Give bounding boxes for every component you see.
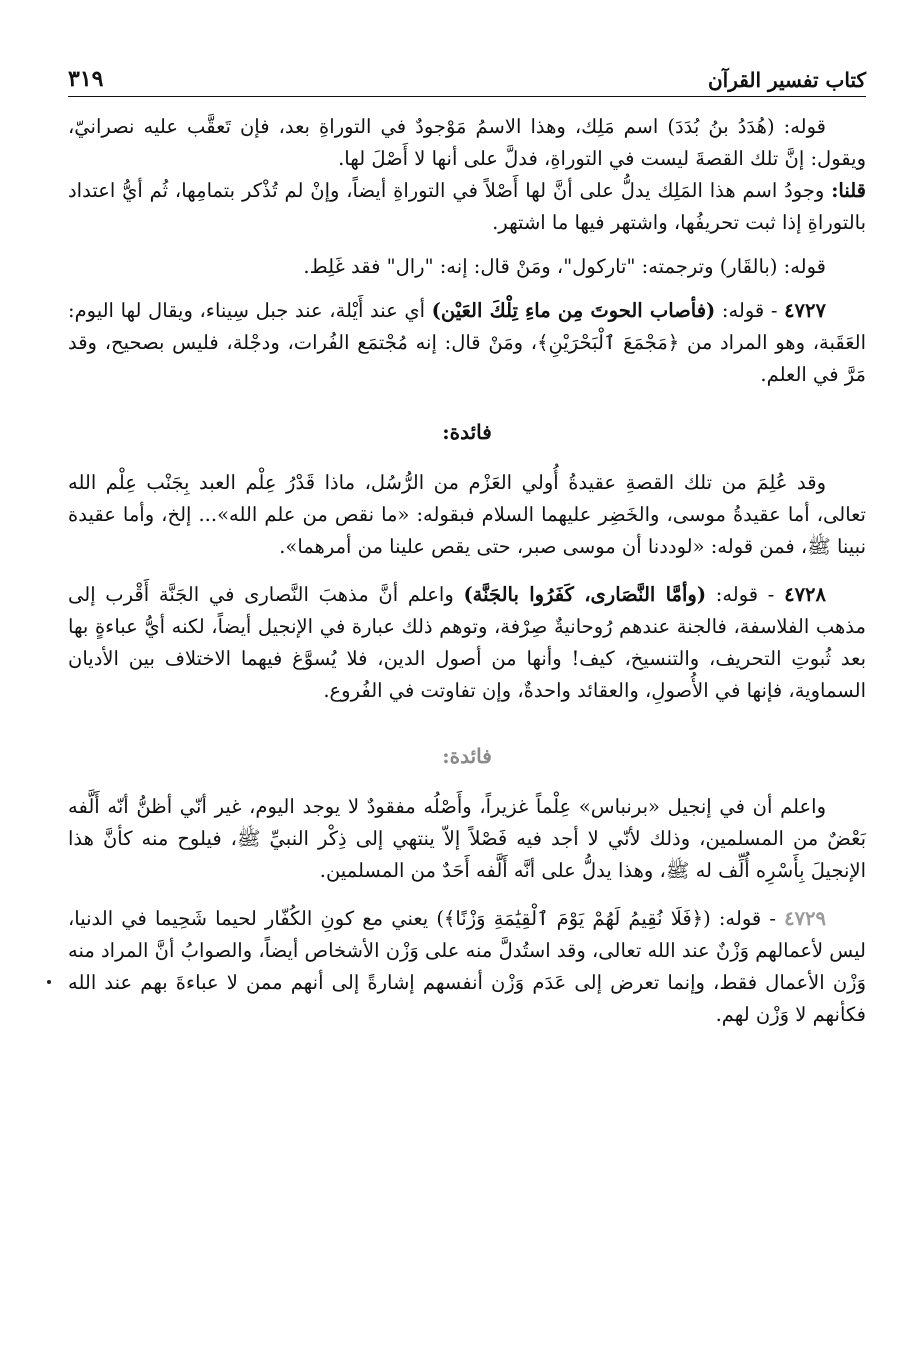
section-body: يعني مع كونِ الكُفّار لحيما شَحِيما في الدنيا، ليس لأعمالهم وَزْنٌ عند الله تعالى، وقد استُدلَّ منه على وَزْن الأشخاص أيضاً، والصوابُ أنَّ المراد منه وَزْن الأعمال فقط، وإنما تعرض إلى عَدَم وَزْن أنفسهم إشارةً إلى أنهم ممن لا عباءةَ بهم عند الله فكأنهم لا وَزْن لهم. bbox=[67, 907, 866, 1026]
page-body bbox=[68, 111, 866, 1031]
section-4728 bbox=[68, 579, 866, 707]
running-head bbox=[68, 58, 866, 97]
section-quote: (﴿فَلَا نُقِيمُ لَهُمْ يَوْمَ ٱلْقِيَٰمَةِ وَزْنًا﴾) bbox=[436, 907, 711, 930]
section-body: واعلم أنَّ مذهبَ النَّصارى في الجَنَّة أَقْرب إلى مذهب الفلاسفة، فالجنة عندهم رُوحانيةٌ صِرْفة، وتوهم ذلك عبارة في الإنجيل أيضاً، لكنه أيُّ عباءةٍ بها بعد ثُبوتِ التحريف، والتنسيخ، كيف! وأنها من أصول الدين، فلا يُسوَّغ فيهما الاختلاف بين الأديان السماوية، فإنها في الأُصولِ، والعقائد واحدةٌ، وإن تفاوتت في الفُروع. bbox=[68, 583, 866, 702]
paragraph-text: قوله: (بالقَار) وترجمته: "تاركول"، ومَنْ قال: إنه: "رال" فقد غَلِط. bbox=[303, 255, 826, 278]
paragraph-qar bbox=[68, 251, 866, 283]
qulna-text: وجودُ اسم هذا المَلِك يدلُّ على أنَّ لها أَصْلاً في التوراةِ أيضاً، وإنْ لم تُذْكر بتمامِها، ثُم أيُّ اعتداد بالتوراةِ إذا ثبت تحريفُها، واشتهر فيها ما اشتهر. bbox=[68, 179, 866, 234]
ink-dot bbox=[47, 980, 51, 984]
faida-heading-2: فائدة: bbox=[442, 744, 492, 768]
paragraph-hudad bbox=[68, 111, 866, 239]
paragraph-text: قوله: (هُدَدُ بنُ بُدَدَ) اسم مَلِك، وهذا الاسمُ مَوْجودٌ في التوراةِ بعد، فإن تَعقَّب عليه نصرانيّ، ويقول: إنَّ تلك القصةَ ليست في التوراةِ، فدلَّ على أنها لا أَصْلَ لها. bbox=[68, 115, 866, 170]
faida-1 bbox=[68, 467, 866, 563]
section-number: ٤٧٢٨ bbox=[784, 583, 826, 606]
section-text bbox=[68, 903, 866, 1031]
section-text bbox=[68, 295, 866, 391]
section-4727 bbox=[68, 295, 866, 391]
section-quote: (فأصاب الحوتَ مِن ماءِ تِلْكَ العَيْن) bbox=[431, 299, 716, 322]
book-title: كتاب تفسير القرآن bbox=[707, 68, 866, 92]
qulna-lead: قلنا: bbox=[831, 179, 866, 202]
section-4729 bbox=[68, 903, 866, 1031]
faida-text: وقد عُلِمَ من تلك القصةِ عقيدةُ أُولي العَزْم من الرُّسُل، ماذا قَدْرُ عِلْم العبد بِجَنْب عِلْم الله تعالى، أما عقيدةُ موسى، والخَضِر عليهما السلام فبقوله: «ما نقص من علم الله»... إلخ، وأما عقيدة نبينا ﷺ، فمن قوله: «لوددنا أن موسى صبر، حتى يقص علينا من أمرهما». bbox=[68, 471, 866, 558]
qawluh-label: - قوله: bbox=[706, 583, 785, 606]
section-quote: (وأمَّا النَّصَارى، كَفَرُوا بالجَنَّة) bbox=[463, 583, 707, 606]
faida-heading: فائدة: bbox=[442, 420, 492, 444]
section-number: ٤٧٢٩ bbox=[784, 907, 826, 930]
faida-2 bbox=[68, 791, 866, 887]
qawluh-label: - قوله: bbox=[715, 299, 785, 322]
page-number: ٣١٩ bbox=[68, 66, 104, 92]
faida-text: واعلم أن في إنجيل «برنباس» عِلْماً غزيراً، وأَصْلُه مفقودٌ لا يوجد اليوم، غير أنّي أظنُّ أنّه أَلَّفه بَعْضٌ من المسلمين، وذلك لأنّي لا أجد فيه فَصْلاً إلاّ ينتهي إلى ذِكْر النبيِّ ﷺ، فيلوح منه كأنَّ هذا الإنجيلَ بِأَسْرِه أُلِّف له ﷺ، وهذا يدلُّ على أنَّه أَلَّفه أَحَدٌ من المسلمين. bbox=[68, 795, 866, 882]
paragraph-qulna bbox=[68, 175, 866, 239]
qawluh-label: - قوله: bbox=[710, 907, 785, 930]
section-text bbox=[68, 579, 866, 707]
section-number: ٤٧٢٧ bbox=[784, 299, 826, 322]
section-body: أي عند أَيْلة، عند جبل سِيناء، ويقال لها اليوم: العَقَبة، وهو المراد من ﴿مَجْمَعَ ٱلْبَحْرَيْنِ﴾، ومَنْ قال: إنه مُجْتمَع الفُرات، ودجْلة، فليس بصحيح، وقد مَرَّ في العلم. bbox=[68, 299, 866, 386]
